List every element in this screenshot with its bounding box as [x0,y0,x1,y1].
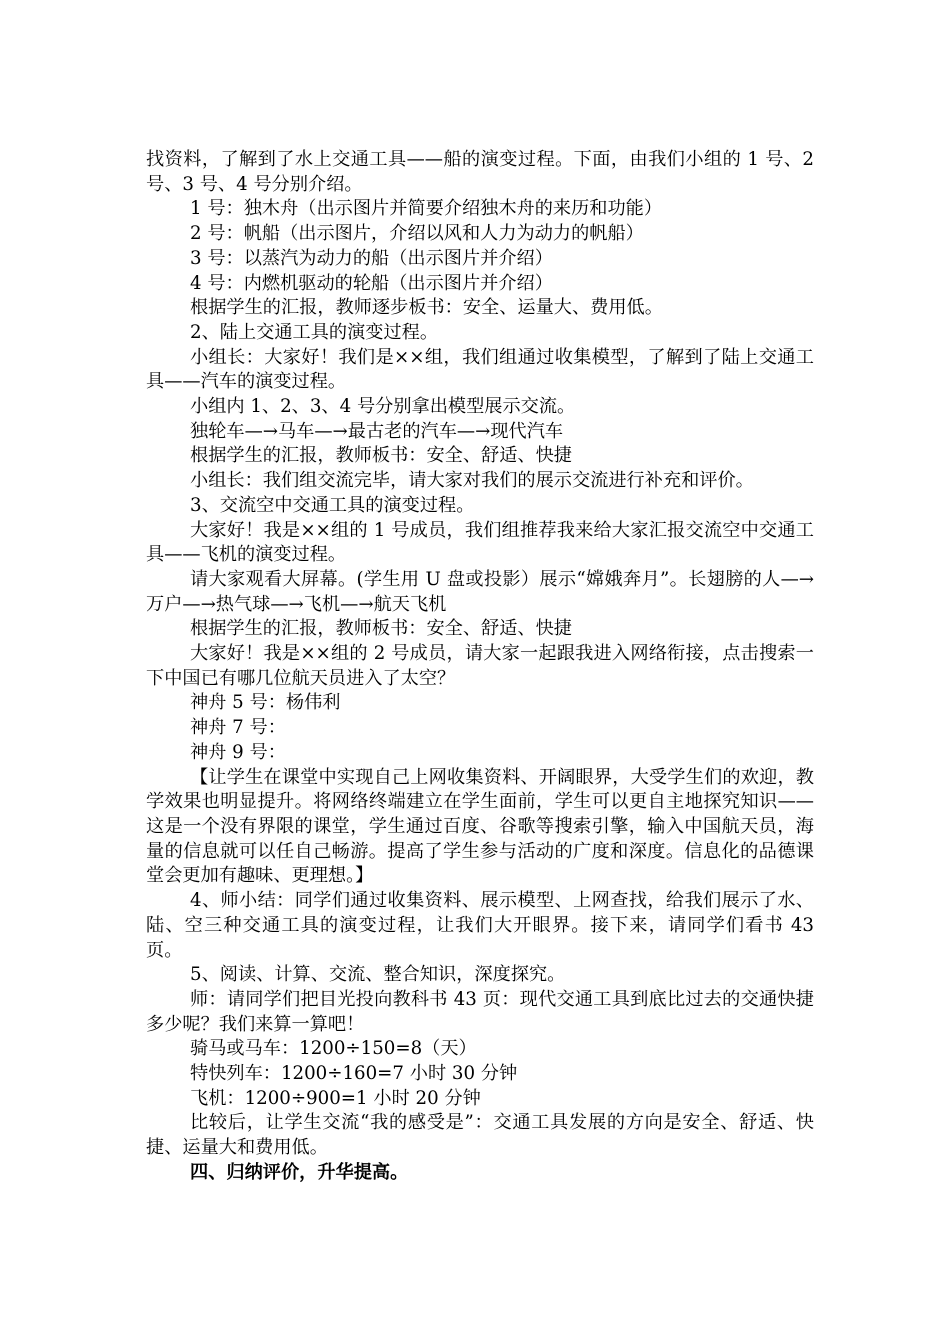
document-body [146,148,814,1186]
paragraph: 3 号：以蒸汽为动力的船（出示图片并介绍） [190,247,553,269]
paragraph: 小组内 1、2、3、4 号分别拿出模型展示交流。 [190,396,576,418]
paragraph: 比较后，让学生交流“我的感受是”：交通工具发展的方向是安全、舒适、快捷、运量大和费用低。 [146,1112,814,1159]
paragraph: 根据学生的汇报，教师板书：安全、舒适、快捷 [190,618,572,640]
list-item: 神舟 7 号： [190,717,286,739]
section-heading: 3、交流空中交通工具的演变过程。 [190,494,475,516]
paragraph: 小组长：我们组交流完毕，请大家对我们的展示交流进行补充和评价。 [190,470,754,492]
paragraph: 请大家观看大屏幕。(学生用 U 盘或投影）展示“嫦娥奔月”。长翅膀的人—→万户—→热气球—→飞机—→航天飞机 [146,568,814,615]
calculation-line: 特快列车：1200÷160=7 小时 30 分钟 [190,1063,518,1085]
calculation-line: 飞机：1200÷900=1 小时 20 分钟 [190,1087,481,1109]
paragraph: 小组长：大家好！我们是××组，我们组通过收集模型，了解到了陆上交通工具——汽车的演变过程。 [146,346,814,393]
commentary-paragraph: 【让学生在课堂中实现自己上网收集资料、开阔眼界，大受学生们的欢迎，教学效果也明显提升。将网络终端建立在学生面前，学生可以更自主地探究知识——这是一个没有界限的课堂，学生通过百度、谷歌等搜索引擎，输入中国航天员，海量的信息就可以任自己畅游。提高了学生参与活动的广度和深度。信息化的品德课堂会更加有趣味、更理想。】 [146,766,814,887]
paragraph: 根据学生的汇报，教师逐步板书：安全、运量大、费用低。 [190,297,663,319]
section-heading: 2、陆上交通工具的演变过程。 [190,321,439,343]
paragraph: 1 号：独木舟（出示图片并简要介绍独木舟的来历和功能） [190,198,663,220]
paragraph: 大家好！我是××组的 2 号成员，请大家一起跟我进入网络衔接，点击搜索一下中国已有哪几位航天员进入了太空？ [146,643,814,689]
paragraph: 师：请同学们把目光投向教科书 43 页：现代交通工具到底比过去的交通快捷多少呢？我们来算一算吧！ [146,988,814,1035]
list-item: 神舟 5 号：杨伟利 [190,692,341,714]
paragraph: 根据学生的汇报，教师板书：安全、舒适、快捷 [190,445,572,467]
paragraph: 2 号：帆船（出示图片，介绍以风和人力为动力的帆船） [190,223,644,245]
evolution-sequence: 独轮车—→马车—→最古老的汽车—→现代汽车 [190,420,564,442]
paragraph: 大家好！我是××组的 1 号成员，我们组推荐我来给大家汇报交流空中交通工具——飞机的演变过程。 [146,519,814,566]
section-heading-bold: 四、归纳评价，升华提高。 [190,1161,409,1183]
list-item: 神舟 9 号： [190,741,286,763]
paragraph: 4、师小结：同学们通过收集资料、展示模型、上网查找，给我们展示了水、陆、空三种交通工具的演变过程，让我们大开眼界。接下来，请同学们看书 43 页。 [146,890,814,961]
paragraph: 找资料，了解到了水上交通工具——船的演变过程。下面，由我们小组的 1 号、2 号、3 号、4 号分别介绍。 [146,149,814,195]
section-heading: 5、阅读、计算、交流、整合知识，深度探究。 [190,964,566,986]
calculation-line: 骑马或马车：1200÷150=8（天） [190,1038,477,1060]
paragraph: 4 号：内燃机驱动的轮船（出示图片并介绍） [190,272,553,294]
